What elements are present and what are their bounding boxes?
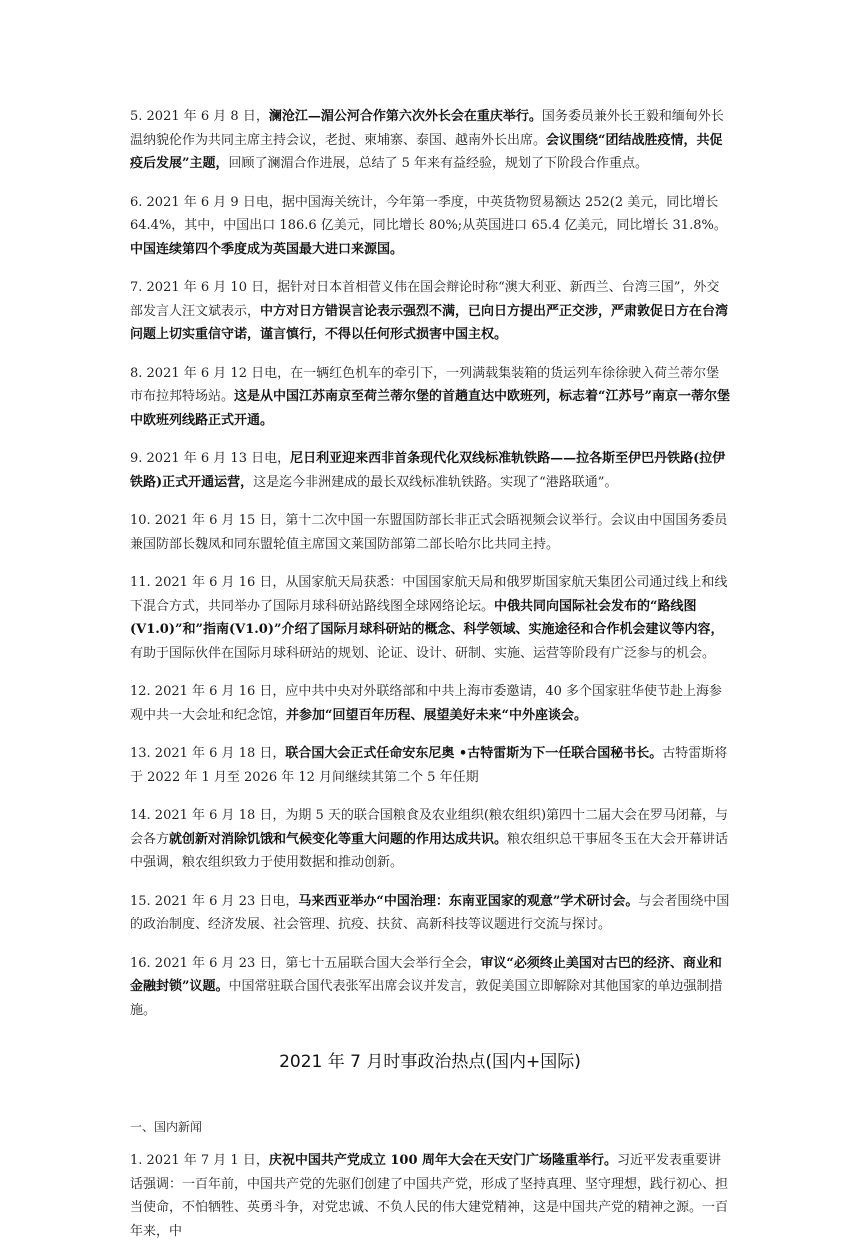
- news-text: 14. 2021 年 6 月 18 日，为期 5 天的联合国粮食及农业组织(粮农组织)第四十二届大会在罗马闭幕，与会各方: [130, 808, 729, 847]
- section-label: 一、国内新闻: [130, 1120, 203, 1134]
- section-heading: 2021 年 7 月时事政治热点(国内+国际): [279, 1052, 581, 1072]
- news-highlight-text: 就创新对消除饥饿和气候变化等重大问题的作用达成共识。: [169, 831, 508, 847]
- news-text: 回顾了澜湄合作进展，总结了 5 年来有益经验，规划了下阶段合作重点。: [228, 156, 649, 171]
- news-highlight-text: 中国连续第四个季度成为英国最大进口来源国。: [130, 241, 404, 257]
- news-text: 有助于国际伙伴在国际月球科研站的规划、论证、设计、研制、实施、运营等阶段有广泛参与的机会。: [130, 645, 716, 661]
- news-text: 这是迄今非洲建成的最长双线标准轨铁路。实现了“港路联通”。: [253, 474, 618, 490]
- news-text: 13. 2021 年 6 月 18 日，: [130, 746, 286, 761]
- news-item: [130, 276, 730, 347]
- news-text: 11. 2021 年 6 月 16 日，从国家航天局获悉：中国国家航天局和俄罗斯国家航天集团公司通过线上和线下混合方式，共同举办了国际月球科研站路线图全球网络论坛。: [130, 575, 728, 614]
- news-list-june: [130, 105, 730, 1022]
- news-text: 12. 2021 年 6 月 16 日，应中共中央对外联络部和中共上海市委邀请，40 多个国家驻华使节赴上海参观中共一大会址和纪念馆，: [130, 684, 723, 723]
- news-text: 6. 2021 年 6 月 9 日电，据中国海关统计，今年第一季度，中英货物贸易额达 252(2 美元，同比增长 64.4%，其中，中国出口 186.6 亿美元，同比增长 80%;从英国进口 65.4 亿美元，同比增长 31.8%。: [130, 194, 727, 233]
- news-item: [130, 952, 730, 1023]
- news-list-july: [130, 1149, 730, 1243]
- document-content: [130, 105, 730, 1258]
- news-highlight-text: 中俄共同向国际社会发布的“路线图(V1.0)”和”指南(V1.0)”介绍了国际月球科研站的概念、科学领域、实施途径和合作机会建议等内容，: [130, 598, 724, 637]
- news-item: [130, 447, 730, 494]
- news-item: [130, 890, 730, 937]
- news-item: [130, 105, 730, 176]
- news-highlight-text: 中方对日方错误言论表示强烈不满，已向日方提出严正交涉，严肃敦促日方在台湾问题上切实重信守诺，谨言慎行，不得以任何形式损害中国主权。: [130, 303, 729, 342]
- news-highlight-text: 会议围绕“团结战胜疫情，共促疫后发展”主题，: [130, 132, 723, 171]
- news-highlight-text: 马来西亚举办“中国治理：东南亚国家的观意”学术研讨会。: [298, 893, 639, 909]
- news-highlight-text: 这是从中国江苏南京至荷兰蒂尔堡的首趟直达中欧班列，标志着“江苏号”南京一蒂尔堡中欧班列线路正式开通。: [130, 389, 730, 428]
- news-text: 8. 2021 年 6 月 12 日电，在一辆红色机车的牵引下，一列满载集装箱的货运列车徐徐驶入荷兰蒂尔堡市布拉邦特场站。: [130, 365, 720, 404]
- news-text: 10. 2021 年 6 月 15 日，第十二次中国一东盟国防部长非正式会晤视频会议举行。会议由中国国务委员兼国防部长魏凤和同东盟轮值主席国文莱国防部第二部长哈尔比共同主持。: [130, 513, 728, 552]
- news-highlight-text: 庆祝中国共产党成立 100 周年大会在天安门广场隆重举行。: [268, 1153, 618, 1168]
- news-item: [130, 804, 730, 875]
- news-item: [130, 680, 730, 727]
- news-text: 中国常驻联合国代表张军出席会议并发言，敦促美国立即解除对其他国家的单边强制措施。: [130, 979, 723, 1018]
- news-item: [130, 742, 730, 789]
- news-text: 5. 2021 年 6 月 8 日，: [130, 109, 269, 124]
- news-highlight-text: 联合国大会正式任命安东尼奥 •古特雷斯为下一任联合国秘书长。: [285, 746, 663, 761]
- news-text: 国务委员兼外长王毅和缅甸外长温纳貌伦作为共同主席主持会议，老挝、柬埔寨、泰国、越南外长出席。: [130, 109, 724, 148]
- news-text: 与会者围绕中国的政治制度、经济发展、社会管理、抗疫、扶贫、高新科技等议题进行交流与探讨。: [130, 893, 730, 932]
- news-item: [130, 191, 730, 262]
- news-highlight-text: 审议“必须终止美国对古巴的经济、商业和金融封锁”议题。: [130, 955, 722, 994]
- news-text: 古特雷斯将于 2022 年 1 月至 2026 年 12 月间继续其第二个 5 年任期: [130, 746, 728, 785]
- news-highlight-text: 尼日利亚迎来西非首条现代化双线标准轨铁路——拉各斯至伊巴丹铁路(拉伊铁路)正式开通运营，: [130, 451, 726, 490]
- news-text: 16. 2021 年 6 月 23 日，第七十五届联合国大会举行全会，: [130, 955, 481, 971]
- news-item: [130, 509, 730, 556]
- news-text: 7. 2021 年 6 月 10 日，据针对日本首相菅义伟在国会辩论时称“澳大利亚、新西兰、台湾三国”，外交部发言人汪文斌表示，: [130, 280, 720, 319]
- news-highlight-text: 澜沧江—湄公河合作第六次外长会在重庆举行。: [268, 109, 542, 124]
- news-item: [130, 571, 730, 665]
- news-text: 1. 2021 年 7 月 1 日，: [130, 1153, 269, 1168]
- news-text: 粮农组织总干事屈冬玉在大会开幕讲话中强调，粮农组织致力于使用数据和推动创新。: [130, 831, 729, 870]
- news-text: 习近平发表重要讲话强调：一百年前，中国共产党的先驱们创建了中国共产党，形成了坚持真理、坚守理想，践行初心、担当使命，不怕牺牲、英勇斗争，对党忠诚、不负人民的伟大建党精神，这是中国共产党的精神之源。一百年来，中: [130, 1153, 729, 1239]
- news-highlight-text: 并参加“回望百年历程、展望美好未来“中外座谈会。: [286, 707, 587, 723]
- news-item: [130, 362, 730, 433]
- news-item: [130, 1149, 730, 1243]
- news-text: 15. 2021 年 6 月 23 日电，: [130, 893, 299, 909]
- news-text: 9. 2021 年 6 月 13 日电，: [130, 451, 291, 466]
